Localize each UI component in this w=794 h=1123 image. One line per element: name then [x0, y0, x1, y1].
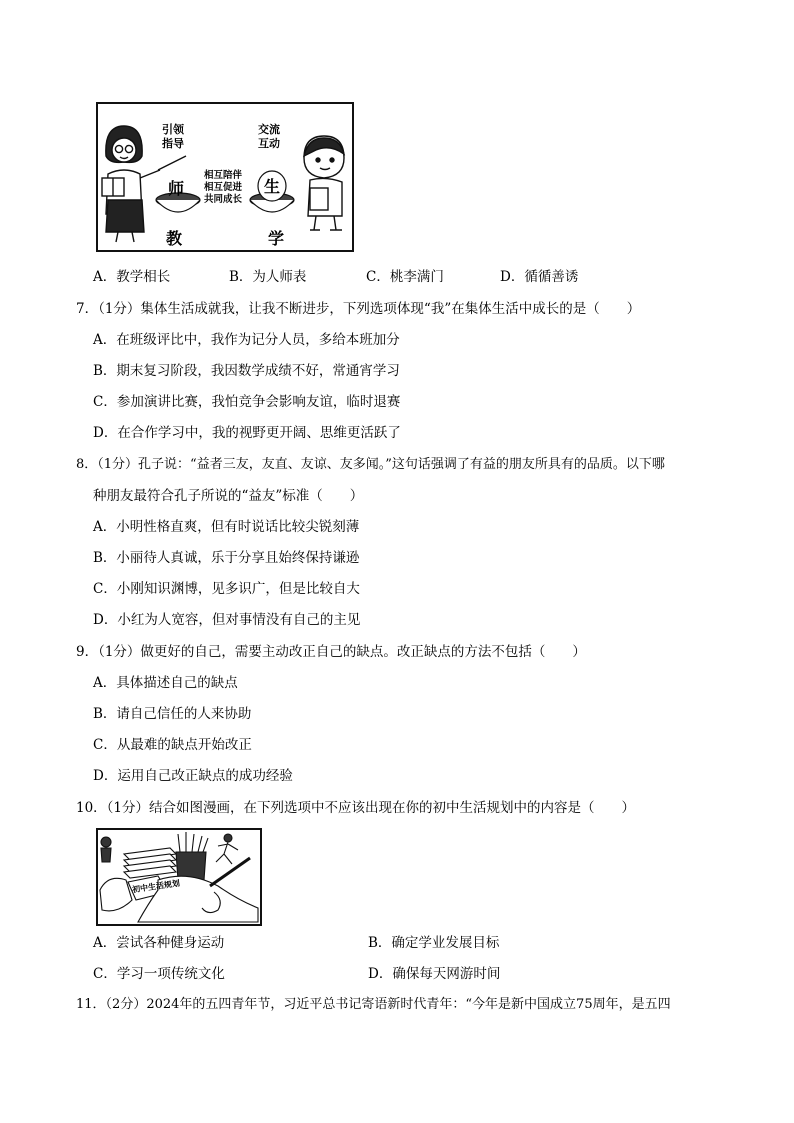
q6-option-a: A．教学相长 [93, 269, 171, 285]
label-accompany: 相互陪伴 [204, 170, 243, 181]
books-icon [124, 848, 176, 878]
q9-stem: 9．（1分）做更好的自己，需要主动改正自己的缺点。改正缺点的方法不包括（ ） [76, 644, 586, 660]
q10-option-d: D．确保每天网游时间 [368, 966, 501, 982]
q9-option-b: B．请自己信任的人来协助 [93, 706, 252, 722]
q7-option-d: D．在合作学习中，我的视野更开阔、思维更活跃了 [93, 425, 401, 441]
label-lead: 引领 [162, 123, 184, 136]
label-guide: 指导 [162, 137, 184, 150]
q8-stem-line2: 种朋友最符合孔子所说的“益友”标准（ ） [93, 488, 364, 504]
label-grow: 共同成长 [204, 194, 243, 205]
q9-option-a: A．具体描述自己的缺点 [93, 675, 238, 691]
student-figure-icon [304, 136, 344, 230]
q8-option-b: B．小丽待人真诚，乐于分享且始终保持谦逊 [93, 550, 360, 566]
q9-option-c: C．从最难的缺点开始改正 [93, 737, 252, 753]
q10-option-b: B．确定学业发展目标 [368, 935, 500, 951]
q10-stem: 10．（1分）结合如图漫画，在下列选项中不应该出现在你的初中生活规划中的内容是（ ） [76, 800, 636, 816]
planning-book-label: 初中生活规划 [131, 877, 181, 895]
q9-option-d: D．运用自己改正缺点的成功经验 [93, 768, 293, 784]
q8-option-a: A．小明性格直爽，但有时说话比较尖锐刻薄 [93, 519, 360, 535]
runner-icon [216, 834, 238, 864]
life-planning-cartoon [96, 828, 262, 926]
label-promote: 相互促进 [204, 182, 243, 193]
q7-option-a: A．在班级评比中，我作为记分人员，多给本班加分 [93, 332, 400, 348]
teach-char: 教 [166, 229, 183, 248]
student-char: 生 [264, 177, 281, 196]
pencil-cup-icon [176, 832, 208, 880]
q7-option-b: B．期末复习阶段，我因数学成绩不好，常通宵学习 [93, 363, 400, 379]
label-exchange: 交流 [258, 123, 280, 136]
teacher-char: 师 [168, 179, 185, 198]
label-interact: 互动 [258, 137, 280, 150]
q10-option-c: C．学习一项传统文化 [93, 966, 225, 982]
q6-option-b: B．为人师表 [229, 269, 307, 285]
q11-stem: 11．（2分）2024年的五四青年节，习近平总书记寄语新时代青年：“今年是新中国成立75周年，是五四 [76, 997, 671, 1012]
q8-option-d: D．小红为人宽容，但对事情没有自己的主见 [93, 612, 361, 628]
q6-option-c: C．桃李满门 [366, 269, 444, 285]
learn-char: 学 [268, 229, 285, 248]
q7-stem: 7．（1分）集体生活成就我，让我不断进步，下列选项体现“我”在集体生活中成长的是（ ） [76, 301, 641, 317]
q7-option-c: C．参加演讲比赛，我怕竞争会影响友谊，临时退赛 [93, 394, 401, 410]
q6-option-d: D．循循善诱 [500, 269, 579, 285]
q8-stem-line1: 8．（1分）孔子说：“益者三友，友直、友谅、友多闻。”这句话强调了有益的朋友所具有的品质。以下哪 [76, 457, 665, 472]
teacher-student-cartoon [96, 102, 354, 252]
q8-option-c: C．小刚知识渊博，见多识广，但是比较自大 [93, 581, 360, 597]
q10-option-a: A．尝试各种健身运动 [93, 935, 225, 951]
